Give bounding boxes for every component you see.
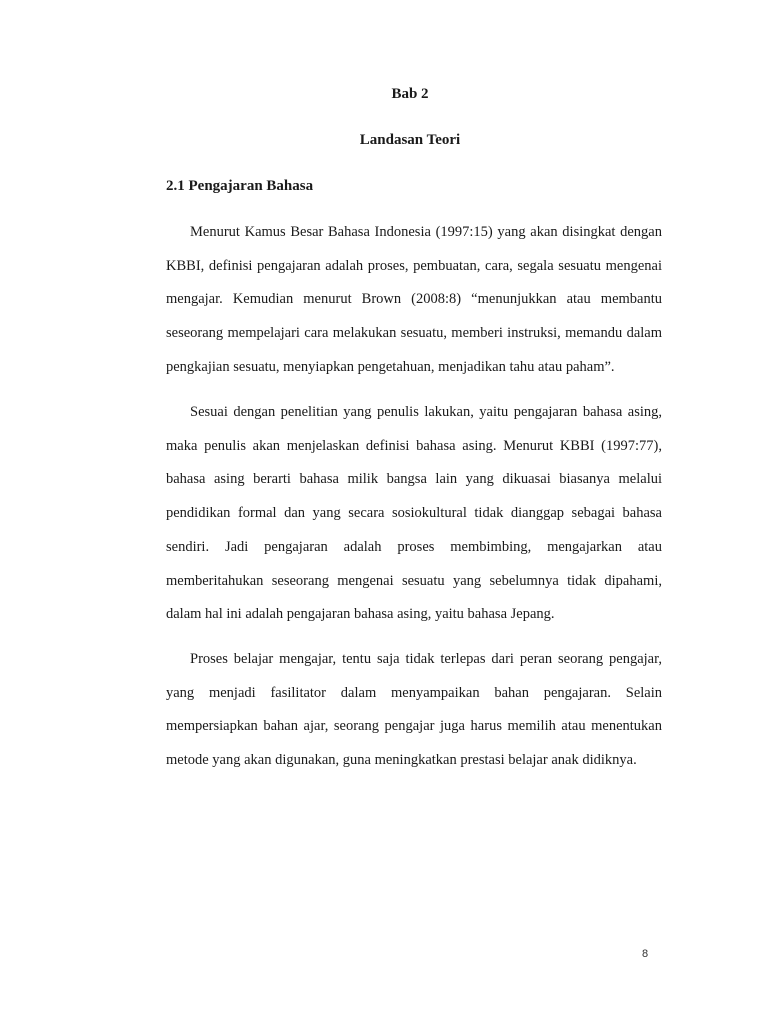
chapter-title: Landasan Teori xyxy=(359,132,461,148)
paragraph-1: Menurut Kamus Besar Bahasa Indonesia (1997:15) yang akan disingkat dengan KBBI, definisi pengajaran adalah proses, pembuatan, cara, segala sesuatu mengenai mengajar. Kemudian menurut Brown (2008:8) “menunjukkan atau membantu seseorang mempelajari cara melakukan sesuatu, memberi instruksi, memandu dalam pengkajian sesuatu, menyiapkan pengetahuan, menjadikan tahu atau paham”. xyxy=(166,224,662,375)
paragraph-2: Sesuai dengan penelitian yang penulis lakukan, yaitu pengajaran bahasa asing, maka penulis akan menjelaskan definisi bahasa asing. Menurut KBBI (1997:77), bahasa asing berarti bahasa milik bangsa lain yang dikuasai biasanya melalui pendidikan formal dan yang secara sosiokultural tidak dianggap sebagai bahasa sendiri. Jadi pengajaran adalah proses membimbing, mengajarkan atau memberitahukan seseorang mengenai sesuatu yang sebelumnya tidak dipahami, dalam hal ini adalah pengajaran bahasa asing, yaitu bahasa Jepang. xyxy=(166,404,662,623)
section-heading: 2.1 Pengajaran Bahasa xyxy=(166,178,314,194)
page-number: 8 xyxy=(642,948,649,960)
paragraph-3: Proses belajar mengajar, tentu saja tidak terlepas dari peran seorang pengajar, yang menjadi fasilitator dalam menyampaikan bahan pengajaran. Selain mempersiapkan bahan ajar, seorang pengajar juga harus memilih atau menentukan metode yang akan digunakan, guna meningkatkan prestasi belajar anak didiknya. xyxy=(166,651,662,769)
chapter-number: Bab 2 xyxy=(391,86,429,102)
